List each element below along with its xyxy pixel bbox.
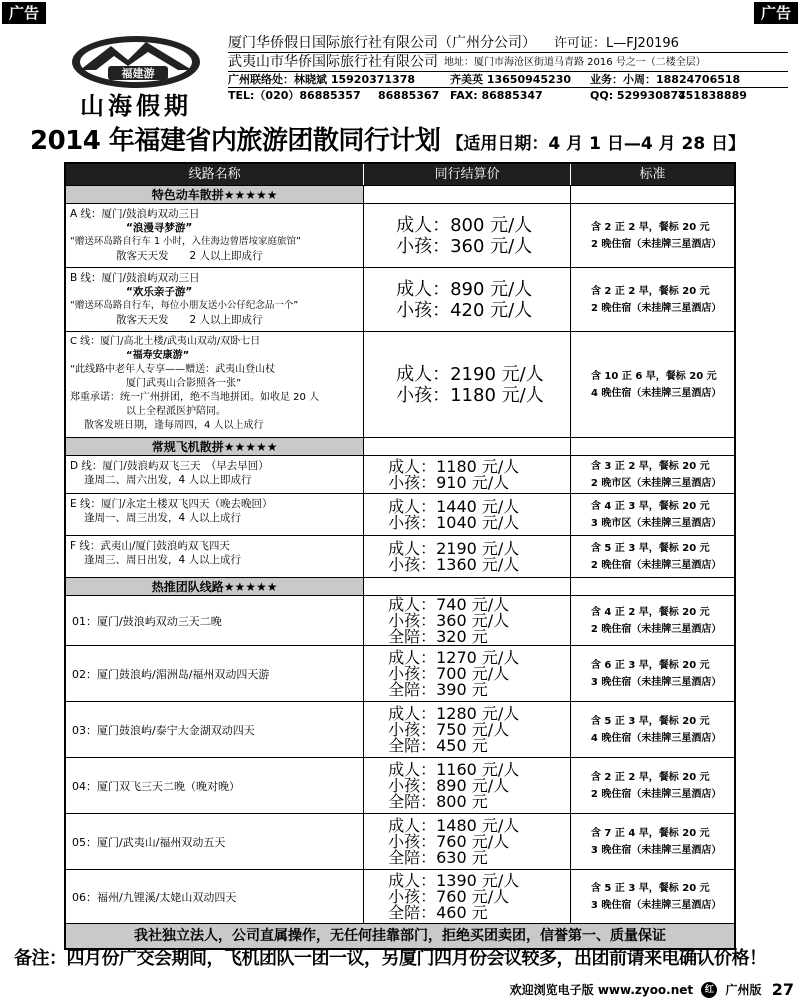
price-cell: [364, 814, 571, 869]
route-cell: [66, 204, 364, 267]
table-row: [66, 456, 734, 494]
price-child: 小孩：1040 元/人: [388, 512, 520, 532]
standard-hotel: 3 晚住宿（未挂牌三星酒店）: [590, 676, 722, 688]
price-escort: 全陪：800 元: [388, 791, 488, 811]
price-adult: 成人：1390 元/人: [388, 870, 520, 890]
standard-cell: [571, 870, 734, 923]
standard-cell: [571, 596, 734, 645]
price-adult: 成人：800 元/人: [396, 214, 533, 236]
tour-price-table: [64, 162, 736, 950]
table-row: [66, 536, 734, 578]
route-cell: [66, 332, 364, 437]
standard-meals: 含 5 正 3 早，餐标 20 元: [590, 882, 710, 894]
price-child: 小孩：360 元/人: [388, 610, 510, 630]
contact-qq: QQ: 529930874: [590, 89, 686, 102]
standard-cell: [571, 758, 734, 813]
standard-meals: 含 2 正 2 早，餐标 20 元: [590, 221, 710, 233]
standard-hotel: 3 晚住宿（未挂牌三星酒店）: [590, 844, 722, 856]
header-route: 线路名称: [66, 164, 364, 185]
badge-icon: 红: [701, 982, 717, 998]
contact-business: 业务：小周：18824706518: [590, 73, 741, 86]
route-schedule: 散客天天发 2 人以上即成行: [116, 250, 263, 262]
standard-hotel: 2 晚住宿（未挂牌三星酒店）: [590, 559, 722, 571]
standard-hotel: 3 晚住宿（未挂牌三星酒店）: [590, 899, 722, 911]
price-adult: 成人：1270 元/人: [388, 647, 520, 667]
table-row: [66, 494, 734, 536]
mountain-logo-icon: [66, 32, 206, 90]
table-row: [66, 268, 734, 332]
route-schedule: 散客天天发 2 人以上即成行: [116, 314, 263, 326]
standard-cell: [571, 494, 734, 535]
company-info: [228, 34, 788, 104]
table-row: [66, 814, 734, 870]
header-price: 同行结算价: [364, 164, 571, 185]
price-child: 小孩：420 元/人: [396, 299, 533, 321]
header-standard: 标准: [639, 167, 666, 182]
category-group: [66, 578, 734, 596]
standard-hotel: 3 晚市区（未挂牌三星酒店）: [590, 517, 722, 529]
standard-cell: [571, 702, 734, 757]
route-gift: “赠送环岛路自行车，每位小朋友送小公仔纪念品一个”: [70, 300, 299, 311]
table-row: [66, 204, 734, 268]
route-gift: “此线路中老年人专享——赠送：武夷山登山杖: [70, 364, 276, 375]
price-child: 小孩：910 元/人: [388, 472, 510, 492]
price-child: 小孩：700 元/人: [388, 663, 510, 683]
standard-hotel: 2 晚住宿（未挂牌三星酒店）: [590, 788, 722, 800]
ad-tag-right: 广告: [754, 2, 798, 24]
welcome-text: 欢迎浏览电子版 www.zyoo.net: [509, 983, 694, 997]
price-adult: 成人：740 元/人: [388, 594, 510, 614]
page-number: 27: [771, 980, 794, 999]
standard-hotel: 4 晚住宿（未挂牌三星酒店）: [590, 732, 722, 744]
standard-meals: 含 2 正 2 早，餐标 20 元: [590, 285, 710, 297]
route-title: E 线：厦门/永定土楼双飞四天（晚去晚回）: [70, 498, 273, 510]
price-child: 小孩：760 元/人: [388, 886, 510, 906]
route-theme: “欢乐亲子游”: [126, 286, 193, 298]
standard-meals: 含 2 正 2 早，餐标 20 元: [590, 771, 710, 783]
route-schedule: 逢周一、周三出发，4 人以上成行: [84, 512, 242, 524]
guarantee-text: 我社独立法人，公司直属操作，无任何挂靠部门，拒绝买团卖团，信誉第一、质量保证: [134, 928, 666, 944]
standard-cell: [571, 268, 734, 331]
price-child: 小孩：1360 元/人: [388, 554, 520, 574]
price-cell: [364, 494, 571, 535]
route-cell: [66, 494, 364, 535]
table-row: [66, 758, 734, 814]
table-row: [66, 596, 734, 646]
contact-fax: FAX: 86885347: [450, 89, 543, 102]
price-adult: 成人：1480 元/人: [388, 815, 520, 835]
standard-cell: [571, 646, 734, 701]
price-adult: 成人：1280 元/人: [388, 703, 520, 723]
route-title: D 线：厦门/鼓浪屿双飞三天 （早去早回）: [70, 460, 269, 472]
route-promise: 郑重承诺：统一广州拼团，绝不当地拼团。如收足 20 人: [70, 392, 320, 403]
price-child: 小孩：360 元/人: [396, 235, 533, 257]
price-child: 小孩：750 元/人: [388, 719, 510, 739]
price-cell: [364, 758, 571, 813]
category-label: 特色动车散拼★★★★★: [66, 186, 364, 203]
logo-badge-text: 福建游: [121, 67, 155, 80]
route-gift-2: 厦门武夷山合影照各一张”: [126, 378, 242, 389]
group-route-name: 05：厦门/武夷山/福州双动五天: [66, 814, 364, 869]
standard-meals: 含 4 正 2 早，餐标 20 元: [590, 606, 710, 618]
standard-cell: [571, 536, 734, 577]
route-schedule: 逢周三、周日出发，4 人以上成行: [84, 554, 242, 566]
price-adult: 成人：890 元/人: [396, 278, 533, 300]
route-cell: [66, 456, 364, 493]
price-adult: 成人：1440 元/人: [388, 496, 520, 516]
price-escort: 全陪：320 元: [388, 626, 488, 646]
group-route-name: 01：厦门/鼓浪屿双动三天二晚: [66, 596, 364, 645]
price-adult: 成人：1180 元/人: [388, 456, 520, 476]
standard-cell: [571, 332, 734, 437]
price-child: 小孩：760 元/人: [388, 831, 510, 851]
price-cell: [364, 646, 571, 701]
price-adult: 成人：1160 元/人: [388, 759, 520, 779]
contact-qi: 齐美英 13650945230: [450, 73, 572, 86]
route-cell: [66, 268, 364, 331]
contact-qq-2: 751838889: [678, 89, 747, 102]
company-logo: [56, 28, 216, 120]
price-cell: [364, 332, 571, 437]
category-label: 常规飞机散拼★★★★★: [66, 438, 364, 455]
price-cell: [364, 596, 571, 645]
table-row: [66, 870, 734, 924]
title-main: 2014 年福建省内旅游团散同行计划: [30, 126, 441, 156]
price-escort: 全陪：390 元: [388, 679, 488, 699]
company-name-2: 武夷山市华侨国际旅行社有限公司: [228, 54, 438, 70]
table-row: [66, 332, 734, 438]
route-title: F 线：武夷山/厦门鼓浪屿双飞四天: [70, 540, 230, 552]
price-cell: [364, 204, 571, 267]
standard-cell: [571, 814, 734, 869]
route-promise-2: 以上全程派医护陪同。: [126, 406, 226, 417]
route-cell: [66, 536, 364, 577]
price-adult: 成人：2190 元/人: [396, 363, 544, 385]
group-route-name: 03：厦门鼓浪屿/泰宁大金湖双动四天: [66, 702, 364, 757]
standard-meals: 含 7 正 4 早，餐标 20 元: [590, 827, 710, 839]
price-escort: 全陪：460 元: [388, 902, 488, 922]
price-child: 小孩：1180 元/人: [396, 384, 544, 406]
group-route-name: 02：厦门鼓浪屿/湄洲岛/福州双动四天游: [66, 646, 364, 701]
standard-hotel: 2 晚住宿（未挂牌三星酒店）: [590, 623, 722, 635]
standard-meals: 含 5 正 3 早，餐标 20 元: [590, 542, 710, 554]
company-address: 地址：厦门市海沧区街道马青路 2016 号之一（二楼全层）: [444, 57, 706, 68]
category-label: 热推团队线路★★★★★: [66, 578, 364, 595]
category-flight: [66, 438, 734, 456]
page-title: [30, 120, 790, 158]
standard-hotel: 4 晚住宿（未挂牌三星酒店）: [590, 387, 722, 399]
group-route-name: 06：福州/九锂溪/太姥山双动四天: [66, 870, 364, 923]
route-schedule: 逢周二、周六出发，4 人以上即成行: [84, 474, 252, 486]
route-title: B 线：厦门/鼓浪屿双动三日: [70, 272, 200, 284]
route-title: A 线：厦门/鼓浪屿双动三日: [70, 208, 200, 220]
standard-hotel: 2 晚市区（未挂牌三星酒店）: [590, 477, 722, 489]
price-cell: [364, 870, 571, 923]
category-train: [66, 186, 734, 204]
route-gift: “赠送环岛路自行车 1 小时，入住海边曾厝垵家庭旅馆”: [70, 236, 301, 247]
price-escort: 全陪：450 元: [388, 735, 488, 755]
table-row: [66, 702, 734, 758]
table-row: [66, 646, 734, 702]
standard-cell: [571, 204, 734, 267]
edition-label: 广州版: [725, 983, 762, 997]
standard-meals: 含 6 正 3 早，餐标 20 元: [590, 659, 710, 671]
logo-name: 山海假期: [80, 91, 192, 120]
standard-meals: 含 10 正 6 早，餐标 20 元: [590, 370, 717, 382]
contact-tel-2: 86885367: [378, 89, 440, 102]
route-title: C 线：厦门/高北土楼/武夷山双动/双卧七日: [70, 336, 261, 347]
remark-note: 备注：四月份广交会期间，飞机团队一团一议，另厦门四月份会议较多，出团前请来电确认价格！: [14, 948, 767, 969]
standard-cell: [571, 456, 734, 493]
ad-tag-left: 广告: [2, 2, 46, 24]
price-child: 小孩：890 元/人: [388, 775, 510, 795]
group-route-name: 04：厦门双飞三天二晚（晚对晚）: [66, 758, 364, 813]
route-theme: “浪漫寻梦游”: [126, 222, 193, 234]
standard-hotel: 2 晚住宿（未挂牌三星酒店）: [590, 238, 722, 250]
company-name-1: 厦门华侨假日国际旅行社有限公司（广州分公司）: [228, 35, 536, 51]
price-escort: 全陪：630 元: [388, 847, 488, 867]
table-header: [66, 164, 734, 186]
price-cell: [364, 702, 571, 757]
standard-meals: 含 3 正 2 早，餐标 20 元: [590, 460, 710, 472]
price-cell: [364, 456, 571, 493]
contact-tel: TEL:（020）86885357: [228, 89, 361, 102]
price-cell: [364, 268, 571, 331]
standard-meals: 含 5 正 3 早，餐标 20 元: [590, 715, 710, 727]
standard-hotel: 2 晚住宿（未挂牌三星酒店）: [590, 302, 722, 314]
route-theme: “福寿安康游”: [126, 350, 190, 361]
title-date-range: 【适用日期：4 月 1 日—4 月 28 日】: [446, 134, 746, 154]
route-schedule: 散客发班日期，逢每周四，4 人以上成行: [84, 420, 264, 431]
page-footer: [0, 978, 800, 1000]
license-number: 许可证：L—FJ20196: [554, 36, 679, 51]
contact-guangzhou: 广州联络处：林晓斌 15920371378: [228, 73, 416, 86]
price-cell: [364, 536, 571, 577]
price-adult: 成人：2190 元/人: [388, 538, 520, 558]
standard-meals: 含 4 正 3 早，餐标 20 元: [590, 500, 710, 512]
